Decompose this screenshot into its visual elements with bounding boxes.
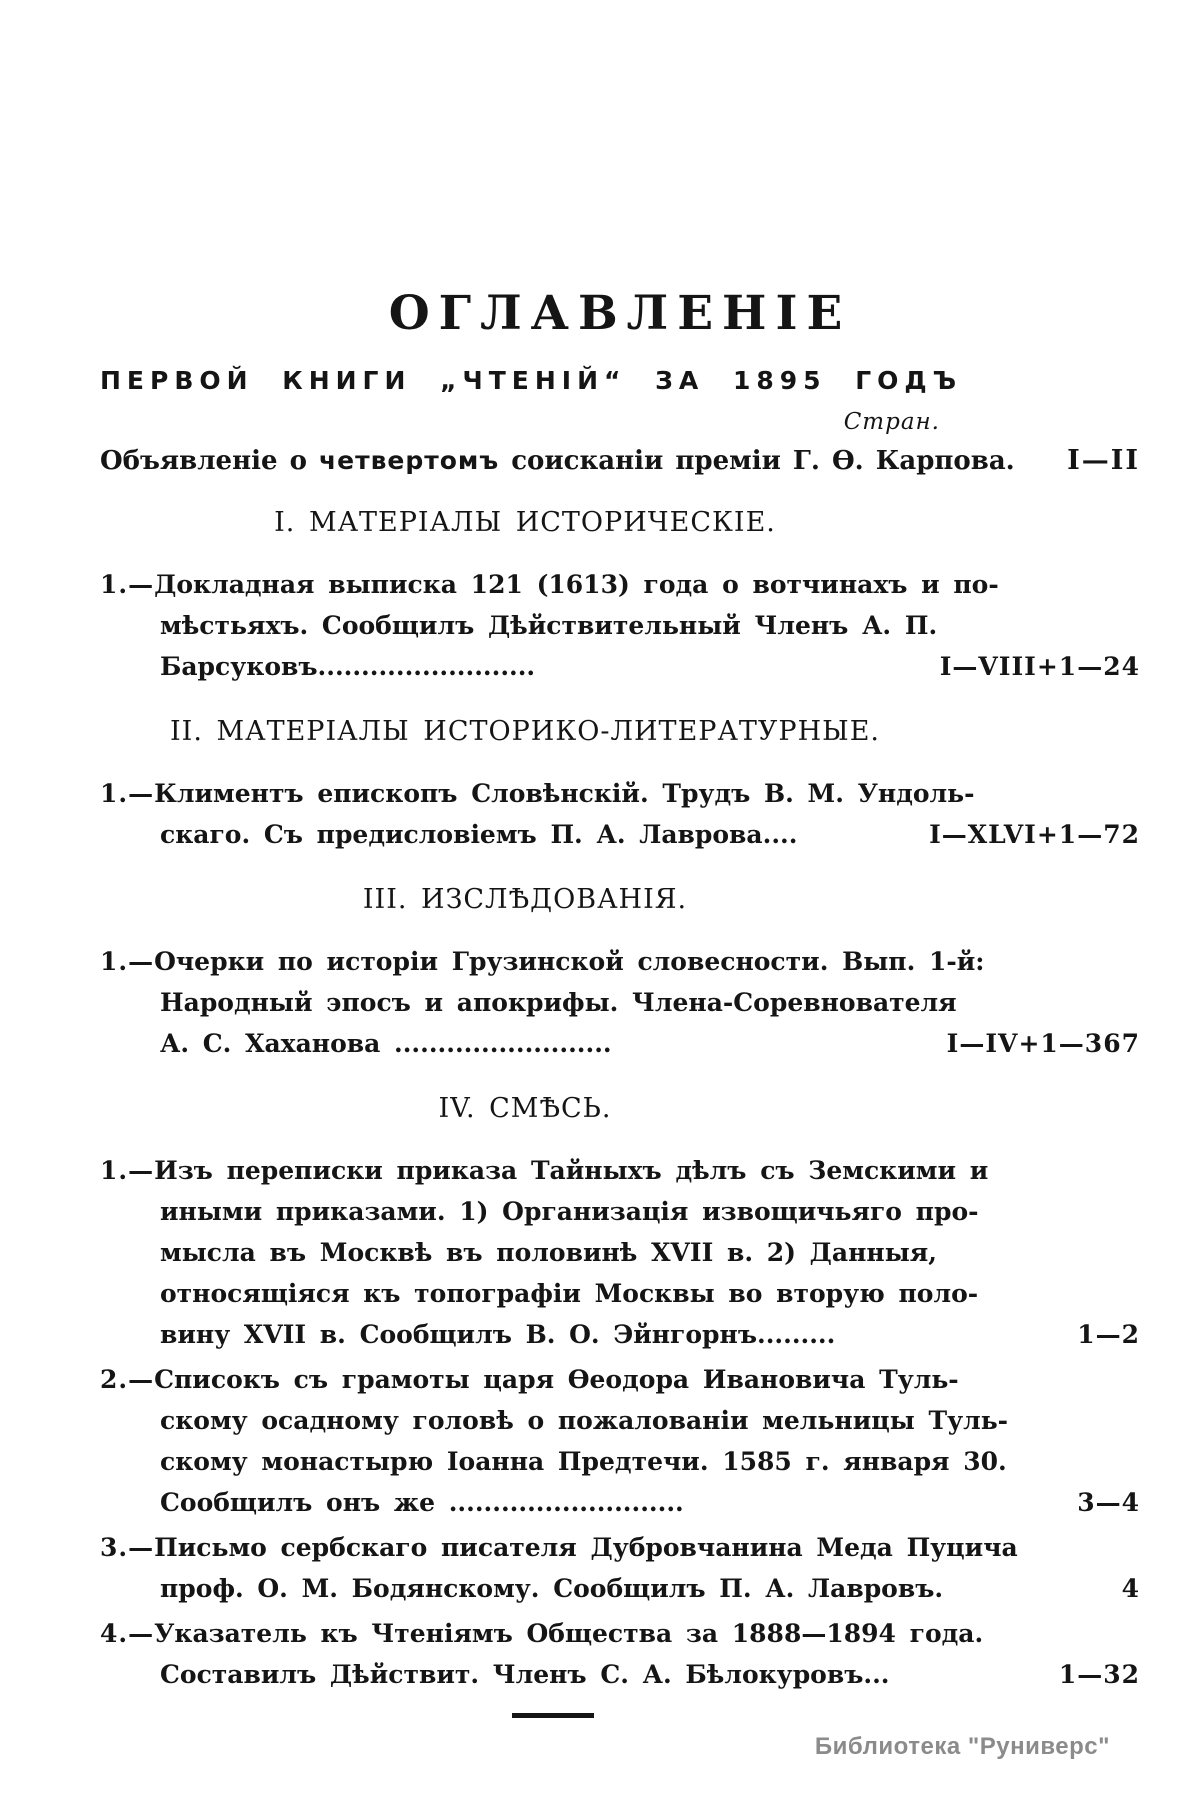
toc-entry [100, 1613, 1140, 1695]
entry-pages: I—VIII+1—24 [939, 652, 1140, 681]
section-heading-1: I. МАТЕРІАЛЫ ИСТОРИЧЕСКІЕ. [274, 507, 776, 538]
toc-entry [100, 1150, 1140, 1355]
entry-line [100, 1613, 1140, 1654]
entry-pages: 1—32 [1058, 1660, 1140, 1689]
entry-text: проф. О. М. Бодянскому. Сообщилъ П. А. Лавровъ. [160, 1574, 944, 1603]
entry-line [100, 564, 1140, 605]
entry-pages: I—XLVI+1—72 [929, 820, 1140, 849]
entry-line [100, 814, 1140, 855]
entry-number: 4.— [100, 1619, 155, 1648]
entry-line [100, 1359, 1140, 1400]
entry-text: Составилъ Дѣйствит. Членъ С. А. Бѣлокуровъ... [160, 1660, 890, 1689]
entry-text: Письмо сербскаго писателя Дубровчанина Меда Пуцича [154, 1533, 1018, 1562]
entry-text: Изъ переписки приказа Тайныхъ дѣлъ съ Земскими и [154, 1156, 989, 1185]
entry-line [100, 1654, 1140, 1695]
toc-end-divider [512, 1713, 594, 1718]
entry-line: скому монастырю Іоанна Предтечи. 1585 г. января 30. [160, 1447, 1007, 1476]
pages-column-label: Стран. [843, 409, 940, 435]
entry-line [100, 941, 1140, 982]
entry-number: 2.— [100, 1365, 155, 1394]
entry-number: 1.— [100, 570, 155, 599]
entry-text: А. С. Хаханова ......................... [160, 1029, 612, 1058]
entry-text: Очерки по исторіи Грузинской словесности. Вып. 1-й: [154, 947, 985, 976]
entry-pages: I—IV+1—367 [946, 1029, 1140, 1058]
page-title: ОГЛАВЛЕНІЕ [388, 286, 852, 341]
library-watermark: Библиотека "Руниверс" [814, 1733, 1110, 1760]
entry-line [100, 1482, 1140, 1523]
toc-entry [100, 773, 1140, 855]
entry-line [100, 773, 1140, 814]
section-heading-2: II. МАТЕРІАЛЫ ИСТОРИКО-ЛИТЕРАТУРНЫЕ. [170, 716, 880, 747]
entry-pages: 3—4 [1077, 1488, 1140, 1517]
entry-line: мѣстьяхъ. Сообщилъ Дѣйствительный Членъ А. П. [160, 611, 938, 640]
section-heading-3: III. ИЗСЛѢДОВАНІЯ. [362, 884, 688, 915]
entry-text: скаго. Съ предисловіемъ П. А. Лаврова.... [160, 820, 798, 849]
entry-line [100, 1527, 1140, 1568]
entry-pages: 1—2 [1077, 1320, 1140, 1349]
entry-text: Барсуковъ......................... [160, 652, 536, 681]
page-subtitle: ПЕРВОЙ КНИГИ „ЧТЕНІЙ“ ЗА 1895 ГОДЪ [100, 366, 963, 395]
toc-entry [100, 1359, 1140, 1523]
announcement-suffix: соисканіи преміи Г. Ѳ. Карпова. [499, 446, 1015, 476]
entry-number: 1.— [100, 947, 155, 976]
entry-pages: 4 [1121, 1574, 1140, 1603]
entry-line: скому осадному головѣ о пожалованіи мельницы Туль- [160, 1406, 1009, 1435]
entry-line: мысла въ Москвѣ въ половинѣ XVII в. 2) Данныя, [160, 1238, 937, 1267]
entry-line [100, 1150, 1140, 1191]
entry-text: Списокъ съ грамоты царя Ѳеодора Ивановича Туль- [154, 1365, 959, 1394]
entry-text: Указатель къ Чтеніямъ Общества за 1888—1894 года. [154, 1619, 984, 1648]
entry-line: иными приказами. 1) Организація извощичьяго про- [160, 1197, 979, 1226]
announcement-text [100, 444, 1015, 478]
toc-entry [100, 564, 1140, 687]
entry-line [100, 1023, 1140, 1064]
entry-line [100, 1314, 1140, 1355]
entry-text: Докладная выписка 121 (1613) года о вотчинахъ и по- [154, 570, 999, 599]
entry-line [100, 646, 1140, 687]
entry-number: 1.— [100, 779, 155, 808]
pages-column-header [100, 410, 1140, 434]
entry-line: относящіяся къ топографіи Москвы во вторую поло- [160, 1279, 979, 1308]
announcement-row [100, 444, 1140, 478]
entry-text: Климентъ епископъ Словѣнскій. Трудъ В. М. Ундоль- [154, 779, 975, 808]
section-heading-4: IV. СМѢСЬ. [438, 1093, 612, 1124]
entry-text: Сообщилъ онъ же ........................... [160, 1488, 684, 1517]
announcement-prefix: Объявленіе о [100, 446, 319, 476]
entry-line: Народный эпосъ и апокрифы. Члена-Соревнователя [160, 988, 957, 1017]
toc-entry [100, 941, 1140, 1064]
announcement-pages: I—II [1067, 445, 1140, 476]
toc-entry [100, 1527, 1140, 1609]
entry-text: вину XVII в. Сообщилъ В. О. Эйнгорнъ......... [160, 1320, 836, 1349]
entry-number: 3.— [100, 1533, 155, 1562]
entry-number: 1.— [100, 1156, 155, 1185]
announcement-emphasis: четвертомъ [318, 446, 500, 475]
entry-line [100, 1568, 1140, 1609]
